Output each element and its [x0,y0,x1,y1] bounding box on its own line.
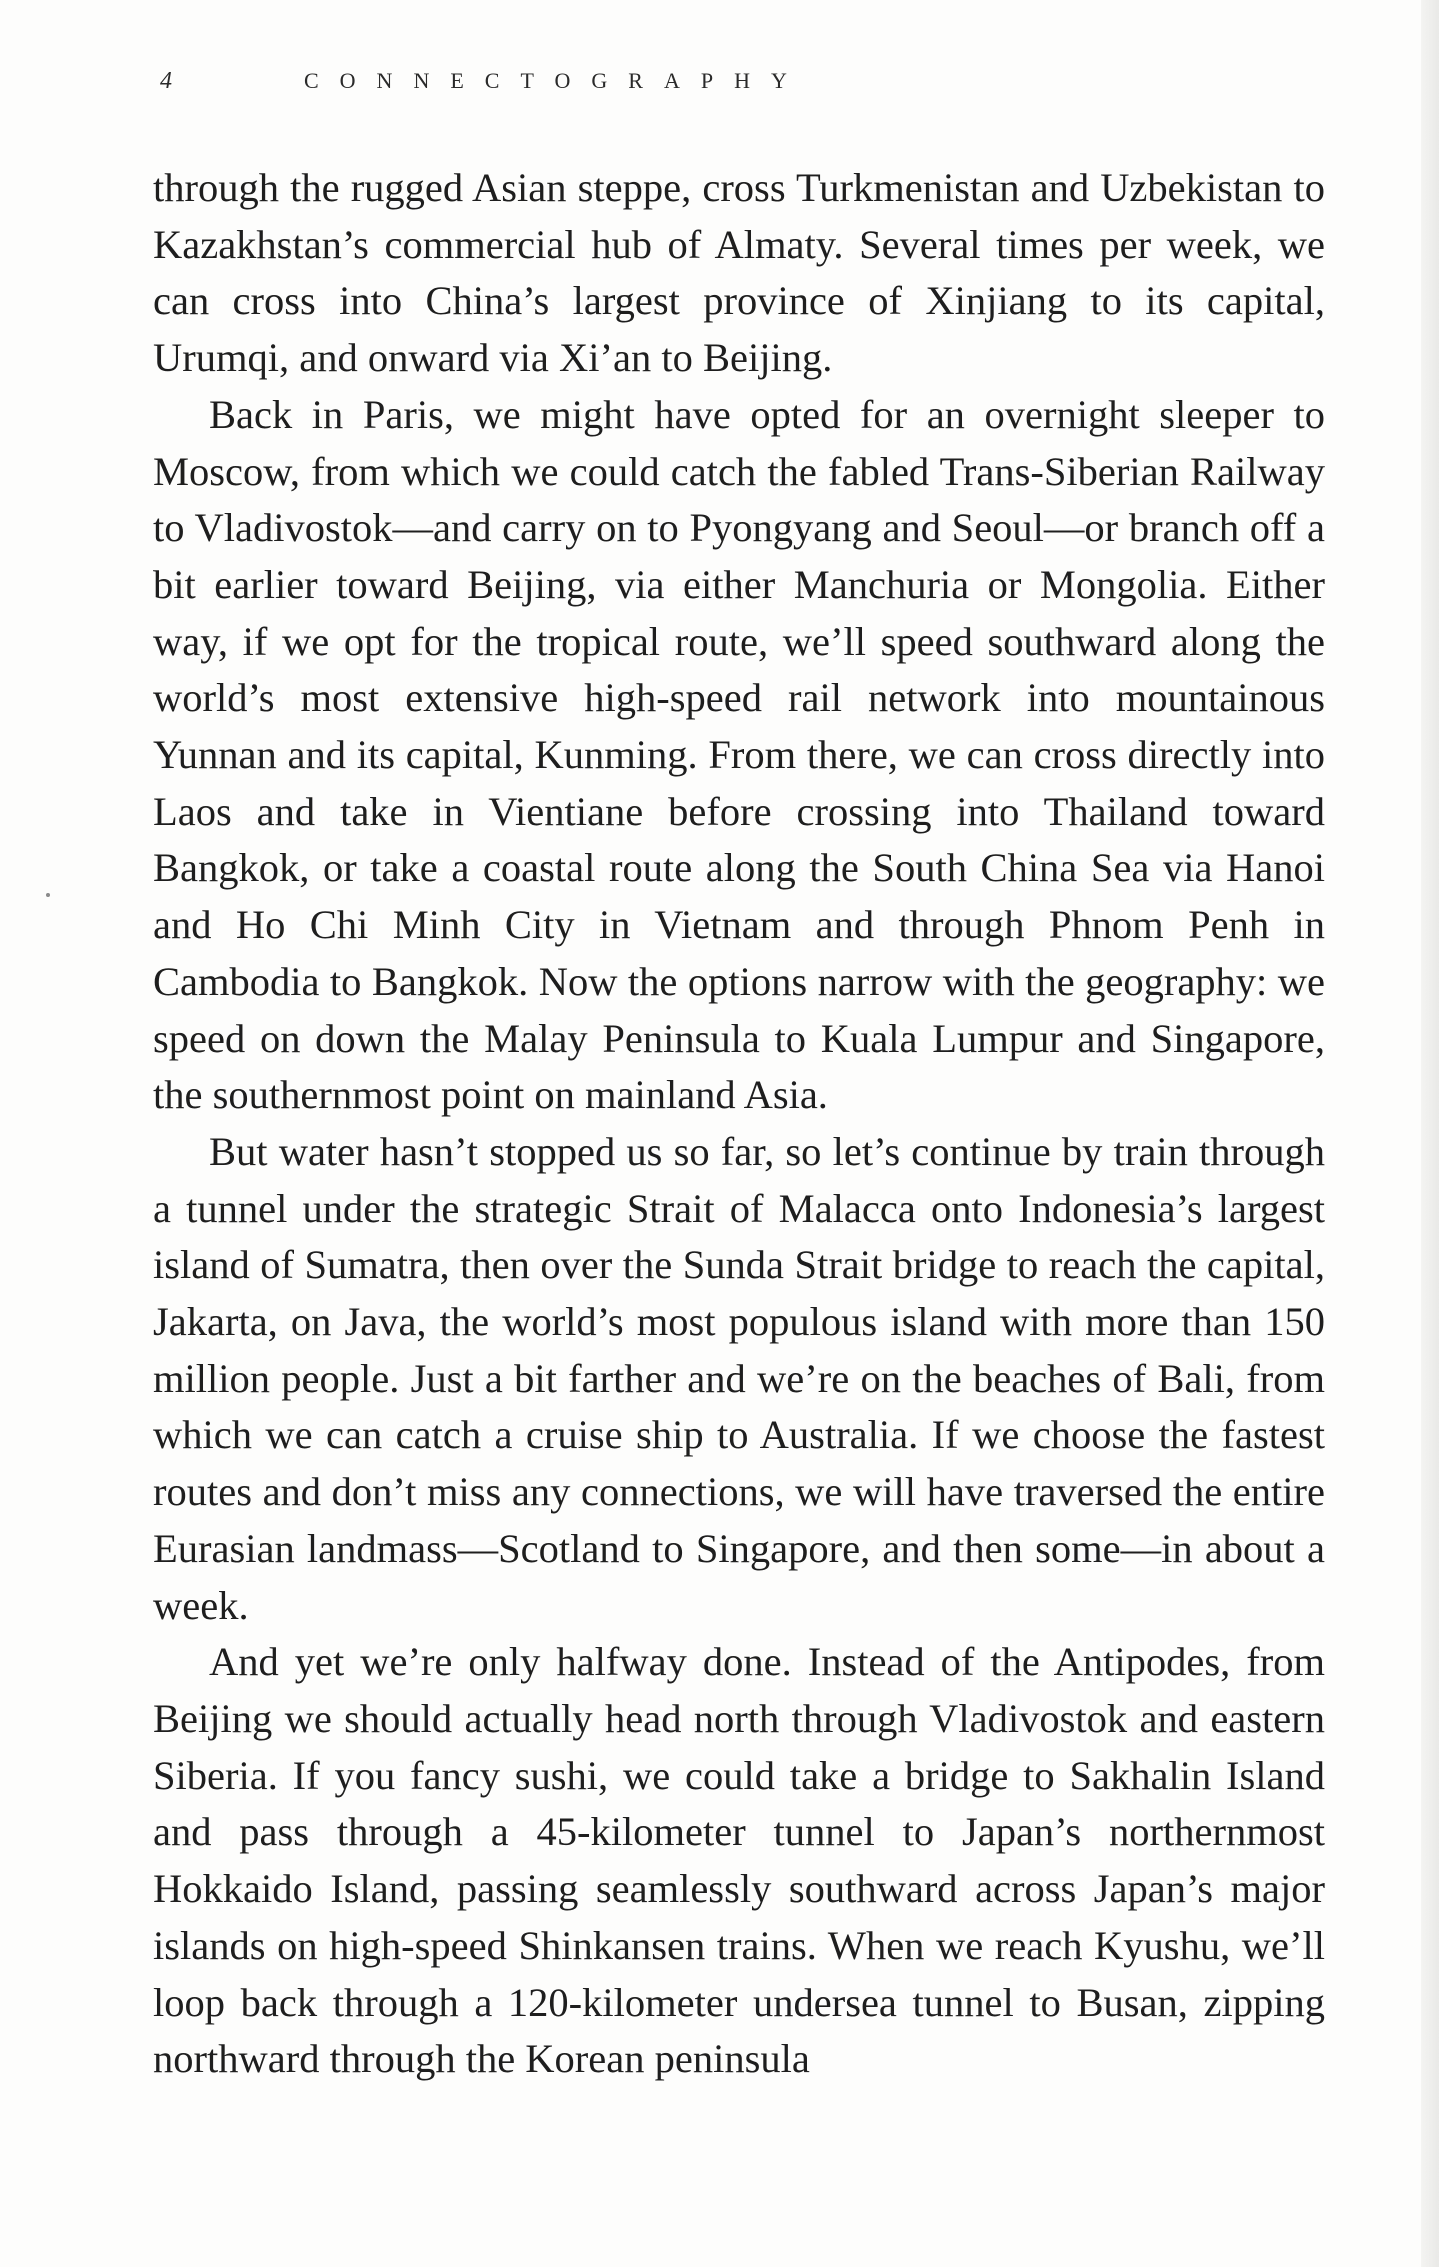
page-number: 4 [160,68,172,94]
book-title: CONNECTOGRAPHY [304,68,808,93]
scan-speck [46,893,50,897]
paragraph-1: through the rugged Asian steppe, cross Turkmenistan and Uzbekistan to Kazakhstan’s commercial hub of Almaty. Several times per week, we can cross into China’s largest province of Xinjiang to its capital, Urumqi, and onward via Xi’an to Beijing. [153,165,1325,381]
body-text [153,160,1325,2088]
paragraph-2: Back in Paris, we might have opted for an overnight sleeper to Moscow, from which we could catch the fabled Trans-Siberian Railway to Vladivostok—and carry on to Pyongyang and Seoul—or branch off a bit earlier toward Beijing, via either Manchuria or Mongolia. Either way, if we opt for the tropical route, we’ll speed southward along the world’s most extensive high-speed rail network into mountainous Yunnan and its capital, Kunming. From there, we can cross directly into Laos and take in Vientiane before crossing into Thailand toward Bangkok, or take a coastal route along the South China Sea via Hanoi and Ho Chi Minh City in Vietnam and through Phnom Penh in Cambodia to Bangkok. Now the options narrow with the geography: we speed on down the Malay Peninsula to Kuala Lumpur and Singapore, the southernmost point on mainland Asia. [153,391,1325,1118]
paragraph-3: But water hasn’t stopped us so far, so let’s continue by train through a tunnel under the strategic Strait of Malacca onto Indonesia’s largest island of Sumatra, then over the Sunda Strait bridge to reach the capital, Jakarta, on Java, the world’s most populous island with more than 150 million people. Just a bit farther and we’re on the beaches of Bali, from which we can catch a cruise ship to Australia. If we choose the fastest routes and don’t miss any connections, we will have traversed the entire Eurasian landmass—Scotland to Singapore, and then some—in about a week. [153,1128,1325,1628]
page-edge-shadow [1421,0,1439,2267]
running-head [160,68,808,95]
paragraph-4: And yet we’re only halfway done. Instead of the Antipodes, from Beijing we should actually head north through Vladivostok and eastern Siberia. If you fancy sushi, we could take a bridge to Sakhalin Island and pass through a 45-kilometer tunnel to Japan’s northernmost Hokkaido Island, passing seamlessly southward across Japan’s major islands on high-speed Shinkansen trains. When we reach Kyushu, we’ll loop back through a 120-kilometer undersea tunnel to Busan, zipping northward through the Korean peninsula [153,1639,1325,2082]
